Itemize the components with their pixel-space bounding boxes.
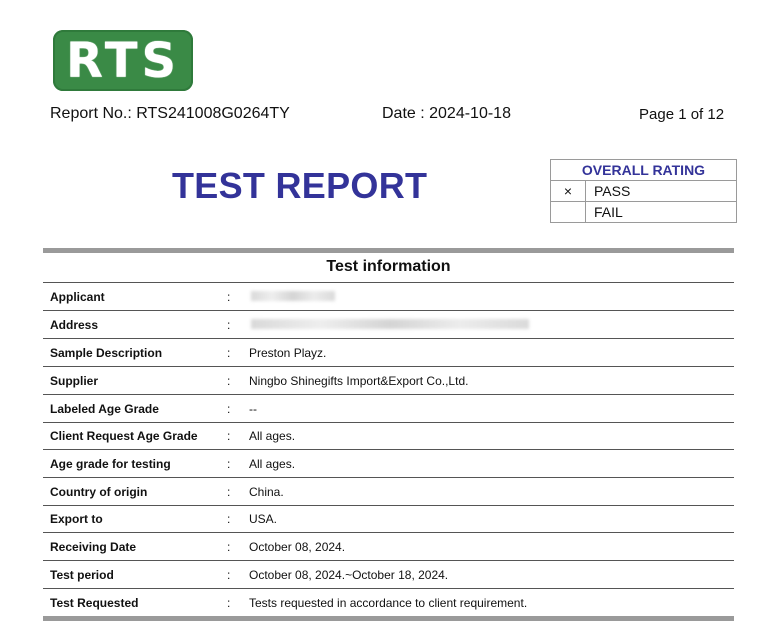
report-date: Date : 2024-10-18 xyxy=(382,105,511,122)
info-row-address xyxy=(43,311,734,339)
info-row-receiving-date xyxy=(43,533,734,561)
row-value: Preston Playz. xyxy=(249,346,327,360)
pass-mark-cell: × xyxy=(551,181,586,202)
row-value: All ages. xyxy=(249,457,296,471)
row-label: Sample Description xyxy=(50,346,163,360)
row-value: October 08, 2024. xyxy=(249,540,346,554)
row-colon: : xyxy=(227,596,231,610)
row-value: Tests requested in accordance to client requirement. xyxy=(249,596,528,610)
info-row-client-request-age-grade xyxy=(43,422,734,450)
row-label: Labeled Age Grade xyxy=(50,402,159,416)
row-colon: : xyxy=(227,318,231,332)
info-row-age-grade-for-testing xyxy=(43,450,734,478)
info-row-export-to xyxy=(43,505,734,533)
row-label: Age grade for testing xyxy=(50,457,171,471)
fail-label: FAIL xyxy=(586,202,737,223)
info-row-labeled-age-grade xyxy=(43,395,734,423)
row-colon: : xyxy=(227,540,231,554)
info-row-supplier xyxy=(43,367,734,395)
fail-mark-cell xyxy=(551,202,586,223)
test-information-heading: Test information xyxy=(326,258,451,275)
row-value: China. xyxy=(249,485,284,499)
row-label: Client Request Age Grade xyxy=(50,429,198,443)
info-row-test-period xyxy=(43,561,734,589)
row-label: Address xyxy=(50,318,99,332)
row-colon: : xyxy=(227,457,231,471)
row-colon: : xyxy=(227,290,231,304)
section-bottom-bar xyxy=(43,616,734,621)
info-row-sample-description xyxy=(43,339,734,367)
row-colon: : xyxy=(227,374,231,388)
row-value: -- xyxy=(249,402,257,416)
row-colon: : xyxy=(227,402,231,416)
redacted-address xyxy=(251,319,529,329)
overall-rating-heading: OVERALL RATING xyxy=(551,160,737,181)
overall-rating-table xyxy=(550,159,737,223)
row-colon: : xyxy=(227,512,231,526)
section-top-bar xyxy=(43,248,734,253)
row-colon: : xyxy=(227,346,231,360)
row-label: Supplier xyxy=(50,374,99,388)
pass-label: PASS xyxy=(586,181,737,202)
row-label: Receiving Date xyxy=(50,540,137,554)
row-value: All ages. xyxy=(249,429,296,443)
row-label: Test Requested xyxy=(50,596,139,610)
row-value: Ningbo Shinegifts Import&Export Co.,Ltd. xyxy=(249,374,469,388)
row-colon: : xyxy=(227,429,231,443)
row-colon: : xyxy=(227,485,231,499)
row-colon: : xyxy=(227,568,231,582)
row-label: Applicant xyxy=(50,290,105,304)
page-title: TEST REPORT xyxy=(172,165,428,206)
row-label: Export to xyxy=(50,512,103,526)
rts-logo xyxy=(53,30,193,91)
row-label: Country of origin xyxy=(50,485,148,499)
row-label: Test period xyxy=(50,568,114,582)
row-value: USA. xyxy=(249,512,278,526)
redacted-applicant xyxy=(251,291,335,301)
page-number: Page 1 of 12 xyxy=(639,106,725,123)
info-row-test-requested xyxy=(43,589,734,616)
info-row-country-of-origin xyxy=(43,478,734,506)
report-number: Report No.: RTS241008G0264TY xyxy=(50,105,290,122)
row-value: October 08, 2024.~October 18, 2024. xyxy=(249,568,449,582)
info-row-applicant xyxy=(43,283,734,311)
logo-text: RTS xyxy=(65,33,181,89)
